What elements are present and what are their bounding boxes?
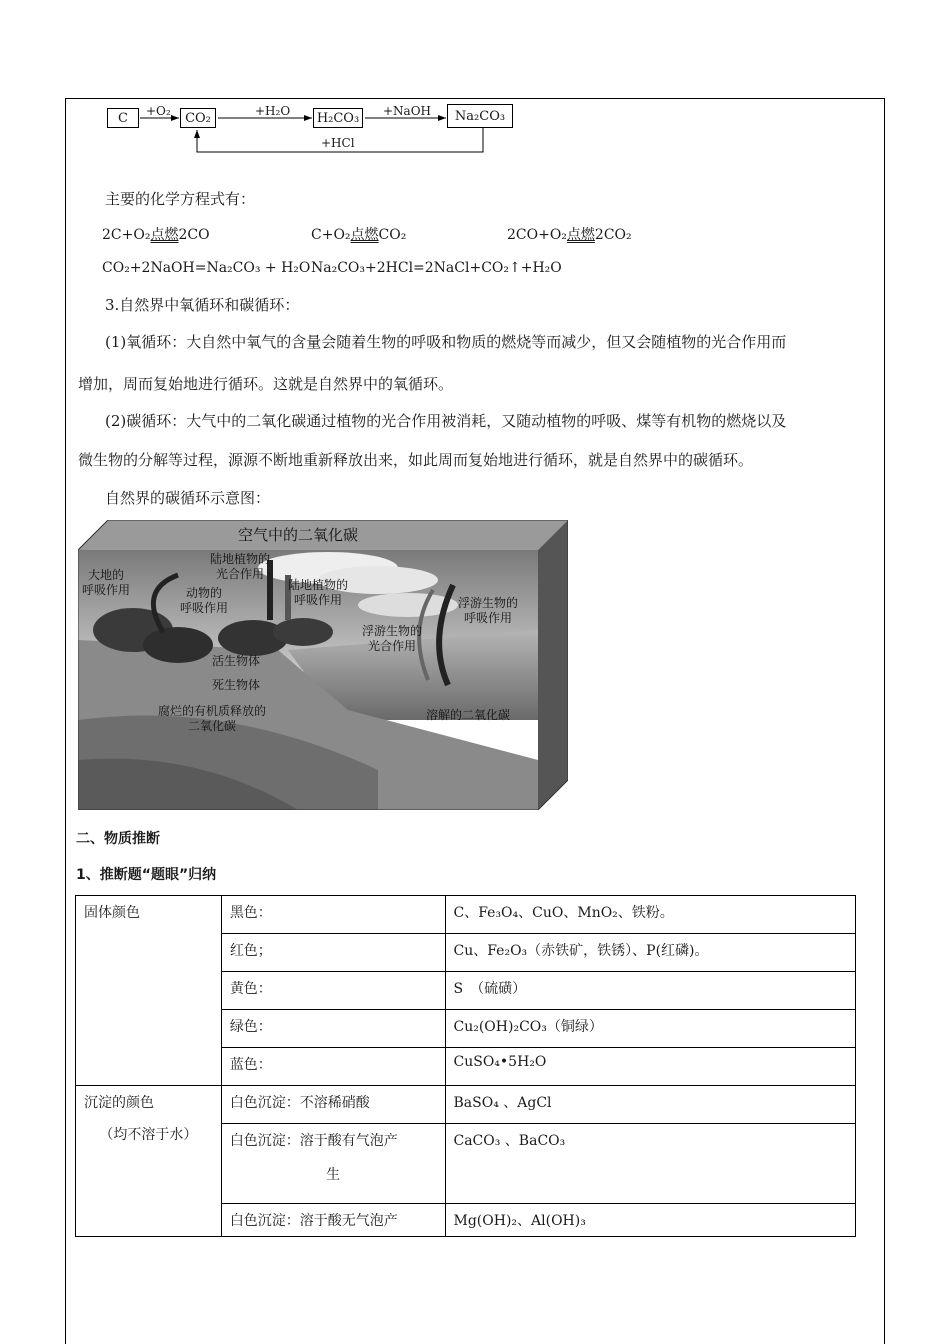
row-label: 白色沉淀：溶于酸无气泡产 — [221, 1204, 445, 1237]
row-label: 绿色： — [221, 1010, 445, 1048]
label-land-plant-respiration: 陆地植物的 呼吸作用 — [288, 578, 349, 607]
section3-title: 3.自然界中氧循环和碳循环： — [105, 296, 300, 314]
label-living-organisms: 活生物体 — [212, 654, 261, 668]
row-label: 红色； — [221, 934, 445, 972]
arrow-label-naoh: +NaOH — [383, 104, 432, 118]
inference-table — [75, 895, 856, 1237]
oxygen-cycle-line2: 增加，周而复始地进行循环。这就是自然界中的氧循环。 — [78, 375, 454, 393]
table-row — [76, 1086, 856, 1124]
row-value: Cu、Fe₂O₃（赤铁矿，铁锈）、P(红磷)。 — [445, 934, 856, 972]
oxygen-cycle-line1: (1)氧循环：大自然中氧气的含量会随着生物的呼吸和物质的燃烧等而减少，但又会随植物的光合作用而 — [105, 333, 787, 351]
row-value: CuSO₄•5H₂O — [445, 1048, 856, 1086]
diagram-title: 空气中的二氧化碳 — [238, 526, 359, 544]
row-label: 白色沉淀：溶于酸有气泡产 生 — [221, 1124, 445, 1204]
row-label: 白色沉淀：不溶稀硝酸 — [221, 1086, 445, 1124]
carbon-cycle-illustration — [78, 520, 568, 810]
equation-4: CO₂+2NaOH=Na₂CO₃ + H₂O — [102, 260, 311, 276]
row-value: C、Fe₃O₄、CuO、MnO₂、铁粉。 — [445, 896, 856, 934]
row-value: CaCO₃ 、BaCO₃ — [445, 1124, 856, 1204]
label-dead-organisms: 死生物体 — [212, 678, 261, 692]
row-label: 黄色： — [221, 972, 445, 1010]
row-label: 蓝色： — [221, 1048, 445, 1086]
carbon-cycle-diagram — [78, 520, 568, 810]
equations-intro: 主要的化学方程式有： — [105, 190, 256, 208]
equation-1: 2C+O₂点燃2CO — [102, 227, 210, 243]
label-decay-co2: 腐烂的有机质释放的 二氧化碳 — [158, 704, 267, 733]
carbon-cycle-line1: (2)碳循环：大气中的二氧化碳通过植物的光合作用被消耗，又随动植物的呼吸、煤等有机物的燃烧以及 — [105, 412, 787, 430]
diagram-caption: 自然界的碳循环示意图： — [105, 489, 271, 507]
label-land-plant-photosynthesis: 陆地植物的 光合作用 — [210, 552, 271, 581]
equation-3: 2CO+O₂点燃2CO₂ — [507, 227, 632, 243]
flow-box-co2: CO₂ — [180, 108, 216, 128]
section-two-title: 二、物质推断 — [76, 831, 160, 847]
row-value: Cu₂(OH)₂CO₃（铜绿） — [445, 1010, 856, 1048]
label-animal-respiration: 动物的 呼吸作用 — [180, 586, 229, 615]
table-row — [76, 896, 856, 934]
group-solid-color: 固体颜色 — [76, 896, 222, 1086]
equation-2: C+O₂点燃CO₂ — [311, 227, 407, 243]
row-value: S （硫磺） — [445, 972, 856, 1010]
flow-box-na2co3: Na₂CO₃ — [447, 104, 513, 128]
label-plankton-respiration: 浮游生物的 呼吸作用 — [458, 596, 519, 625]
row-value: Mg(OH)₂、Al(OH)₃ — [445, 1204, 856, 1237]
row-value: BaSO₄ 、AgCl — [445, 1086, 856, 1124]
section-two-subtitle: 1、推断题“题眼”归纳 — [76, 867, 217, 883]
row-label: 黑色： — [221, 896, 445, 934]
label-plankton-photosynthesis: 浮游生物的 光合作用 — [362, 624, 423, 653]
flow-box-h2co3: H₂CO₃ — [313, 108, 363, 128]
flow-box-c: C — [107, 108, 139, 128]
arrow-label-h2o: +H₂O — [255, 104, 291, 118]
arrow-label-o2: +O₂ — [146, 104, 171, 118]
equation-5: Na₂CO₃+2HCl=2NaCl+CO₂↑+H₂O — [311, 260, 562, 276]
arrow-label-hcl: +HCl — [321, 136, 355, 150]
label-dissolved-co2: 溶解的二氧化碳 — [426, 708, 511, 722]
group-precipitate-color: 沉淀的颜色 （均不溶于水） — [76, 1086, 222, 1237]
label-earth-respiration: 大地的 呼吸作用 — [82, 568, 131, 597]
carbon-cycle-line2: 微生物的分解等过程，源源不断地重新释放出来，如此周而复始地进行循环，就是自然界中的碳循环。 — [78, 451, 754, 469]
